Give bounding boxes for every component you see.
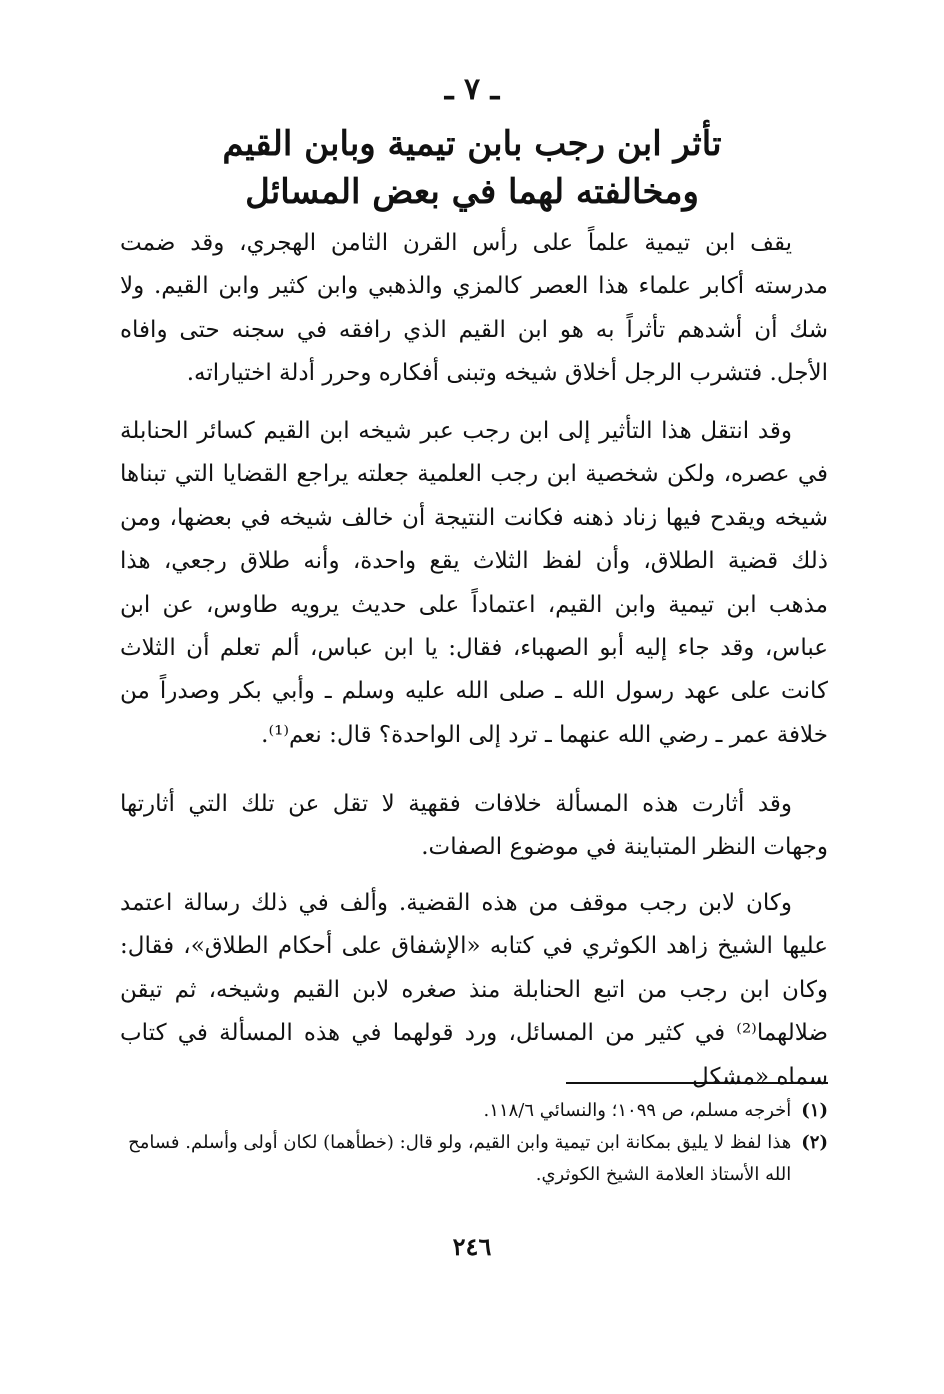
- chapter-title-line-2: ومخالفته لهما في بعض المسائل: [245, 172, 699, 212]
- paragraph-1: يقف ابن تيمية علماً على رأس القرن الثامن الهجري، وقد ضمت مدرسته أكابر علماء هذا العصر كالمزي والذهبي وابن كثير وابن القيم. ولا شك أن أشدهم تأثراً به هو ابن القيم الذي رافقه في سجنه حتى وافاه الأجل. فتشرب الرجل أخلاق شيخه وتبنى أفكاره وحرر أدلة اختياراته.: [120, 230, 828, 387]
- footnote-1-text: أخرجه مسلم، ص ١٠٩٩؛ والنسائي ١١٨/٦.: [483, 1100, 792, 1121]
- footnote-2-text: هذا لفظ لا يليق بمكانة ابن تيمية وابن القيم، ولو قال: (خطأهما) لكان أولى وأسلم. فسامح الله الأستاذ العلامة الشيخ الكوثري.: [128, 1132, 792, 1185]
- footnote-separator: [566, 1082, 828, 1084]
- footnote-1: [120, 1095, 828, 1127]
- footnotes: [120, 1095, 828, 1191]
- paragraph-4: وكان لابن رجب موقف من هذه القضية. وألف في ذلك رسالة اعتمد عليها الشيخ زاهد الكوثري في كتابه «الإشفاق على أحكام الطلاق»، فقال: وكان ابن رجب من اتبع الحنابلة منذ صغره لابن القيم وشيخه، ثم تيقن ضلالهما⁽²⁾ في كثير من المسائل، ورد قولهما في هذه المسألة في كتاب سماه «مشكل: [120, 890, 828, 1090]
- footnote-2-number: (٢): [801, 1132, 828, 1153]
- paragraph-2: وقد انتقل هذا التأثير إلى ابن رجب عبر شيخه ابن القيم كسائر الحنابلة في عصره، ولكن شخصية ابن رجب العلمية جعلته يراجع القضايا التي تبناها شيخه ويقدح فيها زناد ذهنه فكانت النتيجة أن خالف شيخه في بعضها، ومن ذلك قضية الطلاق، وأن لفظ الثلاث يقع واحدة، وأنه طلاق رجعي، هذا مذهب ابن تيمية وابن القيم، اعتماداً على حديث يرويه طاوس، عن ابن عباس، وقد جاء إليه أبو الصهباء، فقال: يا ابن عباس، ألم تعلم أن الثلاث كانت على عهد رسول الله ـ صلى الله عليه وسلم ـ وأبي بكر وصدراً من خلافة عمر ـ رضي الله عنهما ـ ترد إلى الواحدة؟ قال: نعم⁽¹⁾.: [120, 418, 828, 748]
- section-number: ـ ٧ ـ: [444, 72, 500, 107]
- page-number: ٢٤٦: [452, 1232, 492, 1261]
- footnote-1-number: (١): [801, 1100, 828, 1121]
- footnote-2: [120, 1127, 828, 1191]
- chapter-title-line-1: تأثر ابن رجب بابن تيمية وبابن القيم: [222, 124, 722, 164]
- paragraph-3: وقد أثارت هذه المسألة خلافات فقهية لا تقل عن تلك التي أثارتها وجهات النظر المتباينة في موضوع الصفات.: [120, 791, 828, 861]
